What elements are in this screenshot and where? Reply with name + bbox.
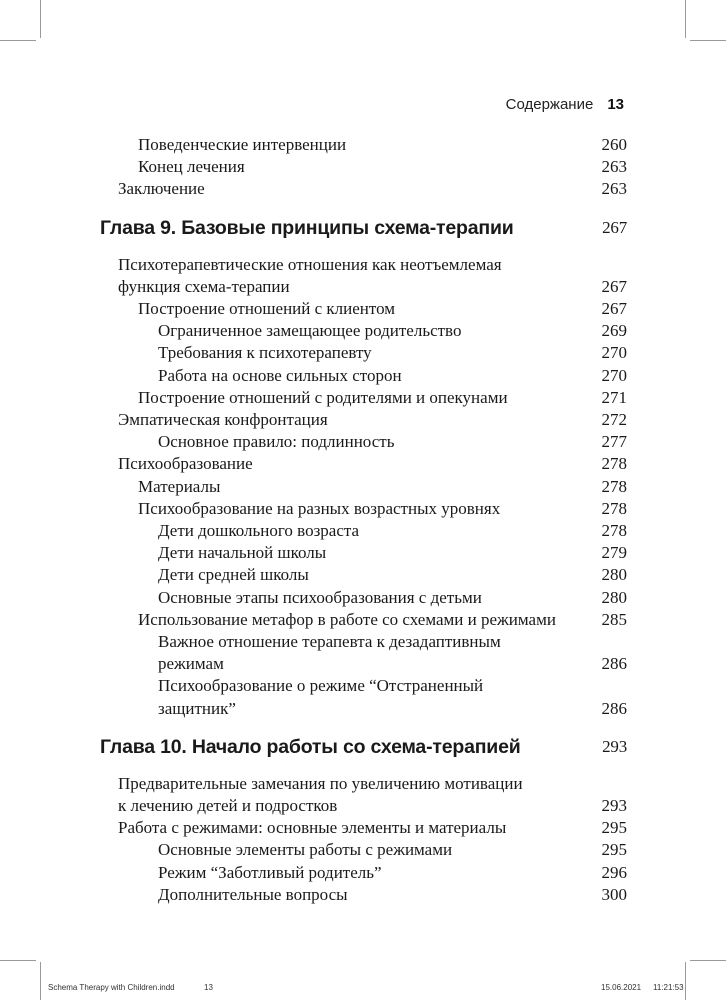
- toc-entry-page: 263: [601, 179, 627, 199]
- toc-entry-title: Дети средней школы: [158, 565, 309, 585]
- toc-entry-page: 285: [601, 609, 627, 629]
- toc-entry-page: 263: [601, 157, 627, 177]
- toc-entry-title: Поведенческие интервенции: [138, 135, 347, 154]
- toc-entry-page: 296: [601, 862, 627, 882]
- toc-entry: [100, 431, 627, 453]
- toc-entry-title: Дети начальной школы: [158, 543, 327, 563]
- toc-entry-title-line-2: к лечению детей и подростков: [118, 796, 338, 816]
- running-head: [506, 96, 624, 113]
- toc-chapter-heading: [100, 735, 627, 759]
- toc-entry-page: 295: [601, 840, 627, 860]
- toc-entry: [100, 476, 627, 498]
- toc-chapter-heading: [100, 216, 627, 240]
- toc-entry-title: Ограниченное замещающее родительство: [158, 321, 462, 341]
- toc-entry-title: Эмпатическая конфронтация: [118, 410, 328, 430]
- toc-entry-page: 277: [601, 432, 627, 452]
- toc-entry-page: 272: [601, 410, 627, 430]
- crop-mark: [685, 0, 686, 38]
- toc-chapter-title: Глава 10. Начало работы со схема-терапией: [100, 735, 521, 758]
- toc-entry-title-line-1: Психотерапевтические отношения как неотъемлемая: [118, 254, 502, 274]
- crop-mark: [0, 40, 36, 41]
- toc-entry-title: Заключение: [118, 179, 205, 199]
- toc-entry-page: 293: [601, 796, 627, 816]
- toc-entry: [100, 342, 627, 364]
- table-of-contents: [100, 134, 627, 906]
- toc-entry: [100, 817, 627, 839]
- toc-entry-page: 270: [601, 365, 627, 385]
- toc-chapter-title: Глава 9. Базовые принципы схема-терапии: [100, 216, 514, 239]
- slug-page-number: 13: [204, 983, 213, 992]
- toc-entry-page: 269: [601, 321, 627, 341]
- toc-entry: [100, 631, 627, 675]
- toc-entry-page: 260: [601, 135, 627, 154]
- toc-entry: [100, 564, 627, 586]
- toc-entry-title: Психообразование: [118, 454, 253, 474]
- toc-entry-page: 278: [601, 454, 627, 474]
- toc-entry: [100, 134, 627, 156]
- toc-entry-title: Основные элементы работы с режимами: [158, 840, 453, 860]
- toc-entry: [100, 520, 627, 542]
- toc-entry: [100, 156, 627, 178]
- toc-entry-page: 278: [601, 498, 627, 518]
- toc-entry-page: 267: [601, 299, 627, 319]
- toc-entry-page: 270: [601, 343, 627, 363]
- running-head-page-number: 13: [607, 96, 624, 113]
- toc-entry-page: 280: [601, 565, 627, 585]
- toc-entry-page: 267: [601, 276, 627, 296]
- toc-entry-page: 286: [601, 698, 627, 718]
- toc-entry-title: Материалы: [138, 476, 221, 496]
- toc-entry-title: Основное правило: подлинность: [158, 432, 395, 452]
- crop-mark: [690, 960, 726, 961]
- toc-entry: [100, 587, 627, 609]
- toc-entry-title: Дополнительные вопросы: [158, 884, 348, 904]
- toc-entry-page: 286: [601, 654, 627, 674]
- toc-entry-title: Дети дошкольного возраста: [158, 521, 360, 541]
- toc-entry-title-line-1: Психообразование о режиме “Отстраненный: [158, 676, 484, 696]
- toc-entry: [100, 884, 627, 906]
- toc-entry-page: 280: [601, 587, 627, 607]
- toc-entry-page: 267: [602, 217, 627, 237]
- toc-entry: [100, 387, 627, 409]
- toc-entry: [100, 178, 627, 200]
- toc-entry: [100, 365, 627, 387]
- crop-mark: [685, 962, 686, 1000]
- crop-mark: [690, 40, 726, 41]
- toc-entry: [100, 453, 627, 475]
- toc-entry-title-line-2: режимам: [158, 654, 224, 674]
- toc-entry: [100, 773, 627, 817]
- toc-entry-page: 271: [601, 387, 627, 407]
- toc-entry-page: 300: [601, 884, 627, 904]
- slug-date: 15.06.2021: [601, 983, 642, 992]
- slug-filename: Schema Therapy with Children.indd: [48, 983, 175, 992]
- toc-entry: [100, 542, 627, 564]
- toc-entry-title: Использование метафор в работе со схемами и режимами: [138, 609, 556, 629]
- toc-entry-title: Работа с режимами: основные элементы и материалы: [118, 818, 507, 838]
- toc-entry-title: Построение отношений с клиентом: [138, 299, 396, 319]
- running-head-title: Содержание: [505, 96, 594, 113]
- toc-entry-page: 295: [601, 818, 627, 838]
- toc-entry-title-line-1: Важное отношение терапевта к дезадаптивным: [158, 632, 501, 652]
- toc-entry-title: Конец лечения: [138, 157, 245, 177]
- toc-entry-page: 279: [601, 543, 627, 563]
- crop-mark: [40, 962, 41, 1000]
- crop-mark: [40, 0, 41, 38]
- toc-entry-title: Работа на основе сильных сторон: [158, 365, 402, 385]
- toc-entry: [100, 409, 627, 431]
- toc-entry: [100, 254, 627, 298]
- toc-entry-page: 293: [602, 736, 627, 756]
- toc-entry: [100, 498, 627, 520]
- toc-entry: [100, 862, 627, 884]
- toc-entry: [100, 298, 627, 320]
- slug-time: 11:21:53: [653, 983, 684, 992]
- toc-entry: [100, 839, 627, 861]
- toc-entry-title: Требования к психотерапевту: [158, 343, 372, 363]
- toc-entry-title: Основные этапы психообразования с детьми: [158, 587, 482, 607]
- toc-entry: [100, 675, 627, 719]
- crop-mark: [0, 960, 36, 961]
- toc-entry-title-line-2: функция схема-терапии: [118, 276, 290, 296]
- toc-entry-page: 278: [601, 521, 627, 541]
- toc-entry-title-line-2: защитник”: [158, 698, 236, 718]
- toc-entry: [100, 320, 627, 342]
- toc-entry-title: Психообразование на разных возрастных уровнях: [138, 498, 501, 518]
- toc-entry-title-line-1: Предварительные замечания по увеличению мотивации: [118, 773, 523, 793]
- toc-entry-title: Построение отношений с родителями и опекунами: [138, 387, 508, 407]
- toc-entry-page: 278: [601, 476, 627, 496]
- toc-entry: [100, 609, 627, 631]
- toc-entry-title: Режим “Заботливый родитель”: [158, 862, 382, 882]
